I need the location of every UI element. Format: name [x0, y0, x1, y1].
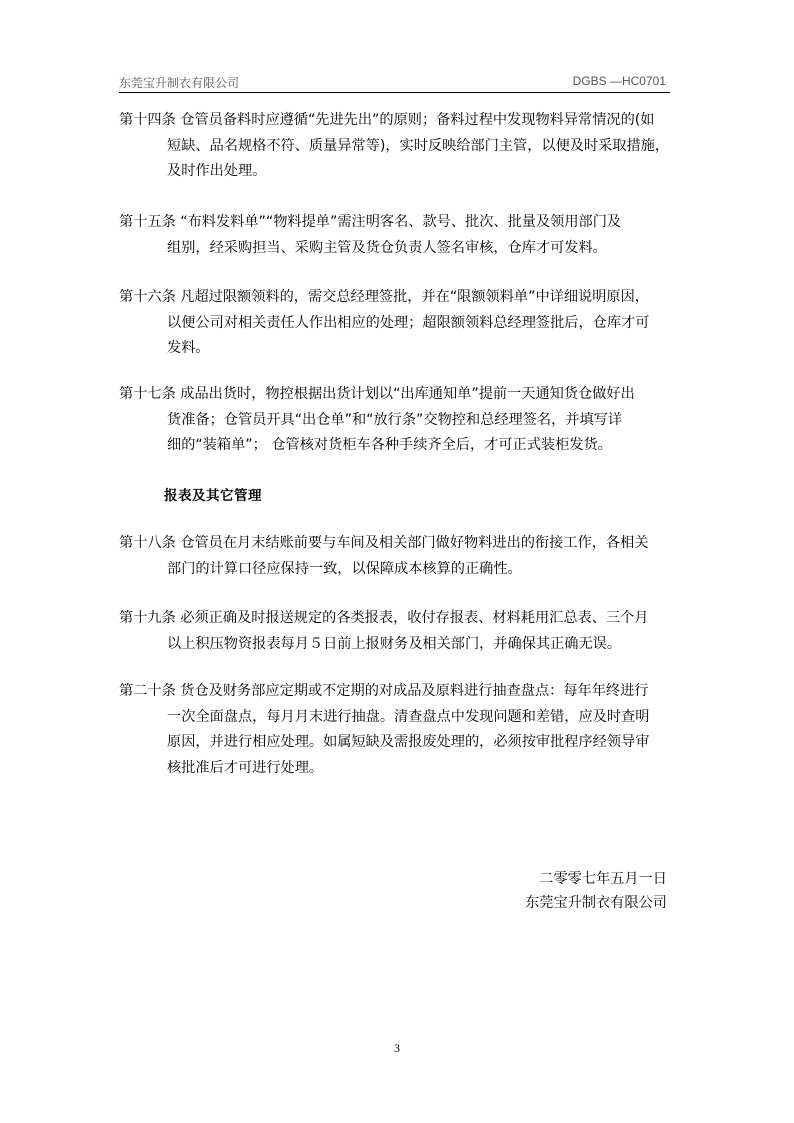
- article-18: [119, 531, 679, 582]
- article-line: 原因，并进行相应处理。如属短缺及需报废处理的，必须按审批程序经领导审: [167, 734, 650, 750]
- article-line: 发料。: [167, 340, 210, 356]
- article-line: 一次全面盘点，每月月末进行抽盘。清查盘点中发现问题和差错，应及时查明: [167, 708, 650, 725]
- article-line: 组别，经采购担当、采购主管及货仓负责人签名审核，仓库才可发料。: [167, 239, 607, 256]
- signature-date: 二零零七年五月一日: [539, 871, 667, 887]
- article-line: 及时作出处理。: [167, 163, 267, 179]
- header-document-code: DGBS —HC0701: [572, 74, 666, 88]
- article-line: 短缺、品名规格不符、质量异常等)，实时反映给部门主管，以便及时采取措施，: [167, 137, 670, 154]
- article-line: 以便公司对相关责任人作出相应的处理；超限额领料总经理签批后，仓库才可: [167, 314, 650, 331]
- article-19: [119, 606, 679, 657]
- article-line: 第十六条 凡超过限额领料的，需交总经理签批，并在“限额领料单”中详细说明原因，: [119, 289, 649, 305]
- header-company-name: 东莞宝升制衣有限公司: [119, 76, 240, 90]
- article-line: 货准备；仓管员开具“出仓单”和“放行条”交物控和总经理签名，并填写详: [167, 411, 623, 428]
- article-line: 第十九条 必须正确及时报送规定的各类报表，收付存报表、材料耗用汇总表、三个月: [119, 610, 649, 626]
- article-line: 部门的计算口径应保持一致，以保障成本核算的正确性。: [167, 560, 522, 577]
- article-line: 第十五条 “布料发料单”“物料提单”需注明客名、款号、批次、批量及领用部门及: [119, 214, 622, 230]
- article-line: 细的“装箱单”； 仓管核对货柜车各种手续齐全后，才可正式装柜发货。: [167, 437, 612, 453]
- article-line: 第十四条 仓管员备料时应遵循“先进先出”的原则；备料过程中发现物料异常情况的(如: [119, 112, 655, 128]
- article-14: [119, 108, 679, 185]
- article-line: 第十八条 仓管员在月末结账前要与车间及相关部门做好物料进出的衔接工作，各相关: [119, 535, 649, 551]
- article-line: 第十七条 成品出货时，物控根据出货计划以“出库通知单”提前一天通知货仓做好出: [119, 386, 635, 402]
- article-line: 核批准后才可进行处理。: [167, 759, 324, 776]
- article-line: 第二十条 货仓及财务部应定期或不定期的对成品及原料进行抽查盘点：每年年终进行: [119, 683, 649, 699]
- page-number: 3: [394, 1041, 400, 1055]
- article-15: [119, 210, 679, 261]
- signature-company: 东莞宝升制衣有限公司: [525, 895, 667, 911]
- article-16: [119, 285, 679, 362]
- section-heading: 报表及其它管理: [164, 488, 262, 504]
- page-header: [119, 72, 670, 93]
- article-line: 以上积压物资报表每月５日前上报财务及相关部门，并确保其正确无误。: [167, 635, 622, 652]
- article-17: [119, 382, 679, 459]
- article-20: [119, 679, 679, 781]
